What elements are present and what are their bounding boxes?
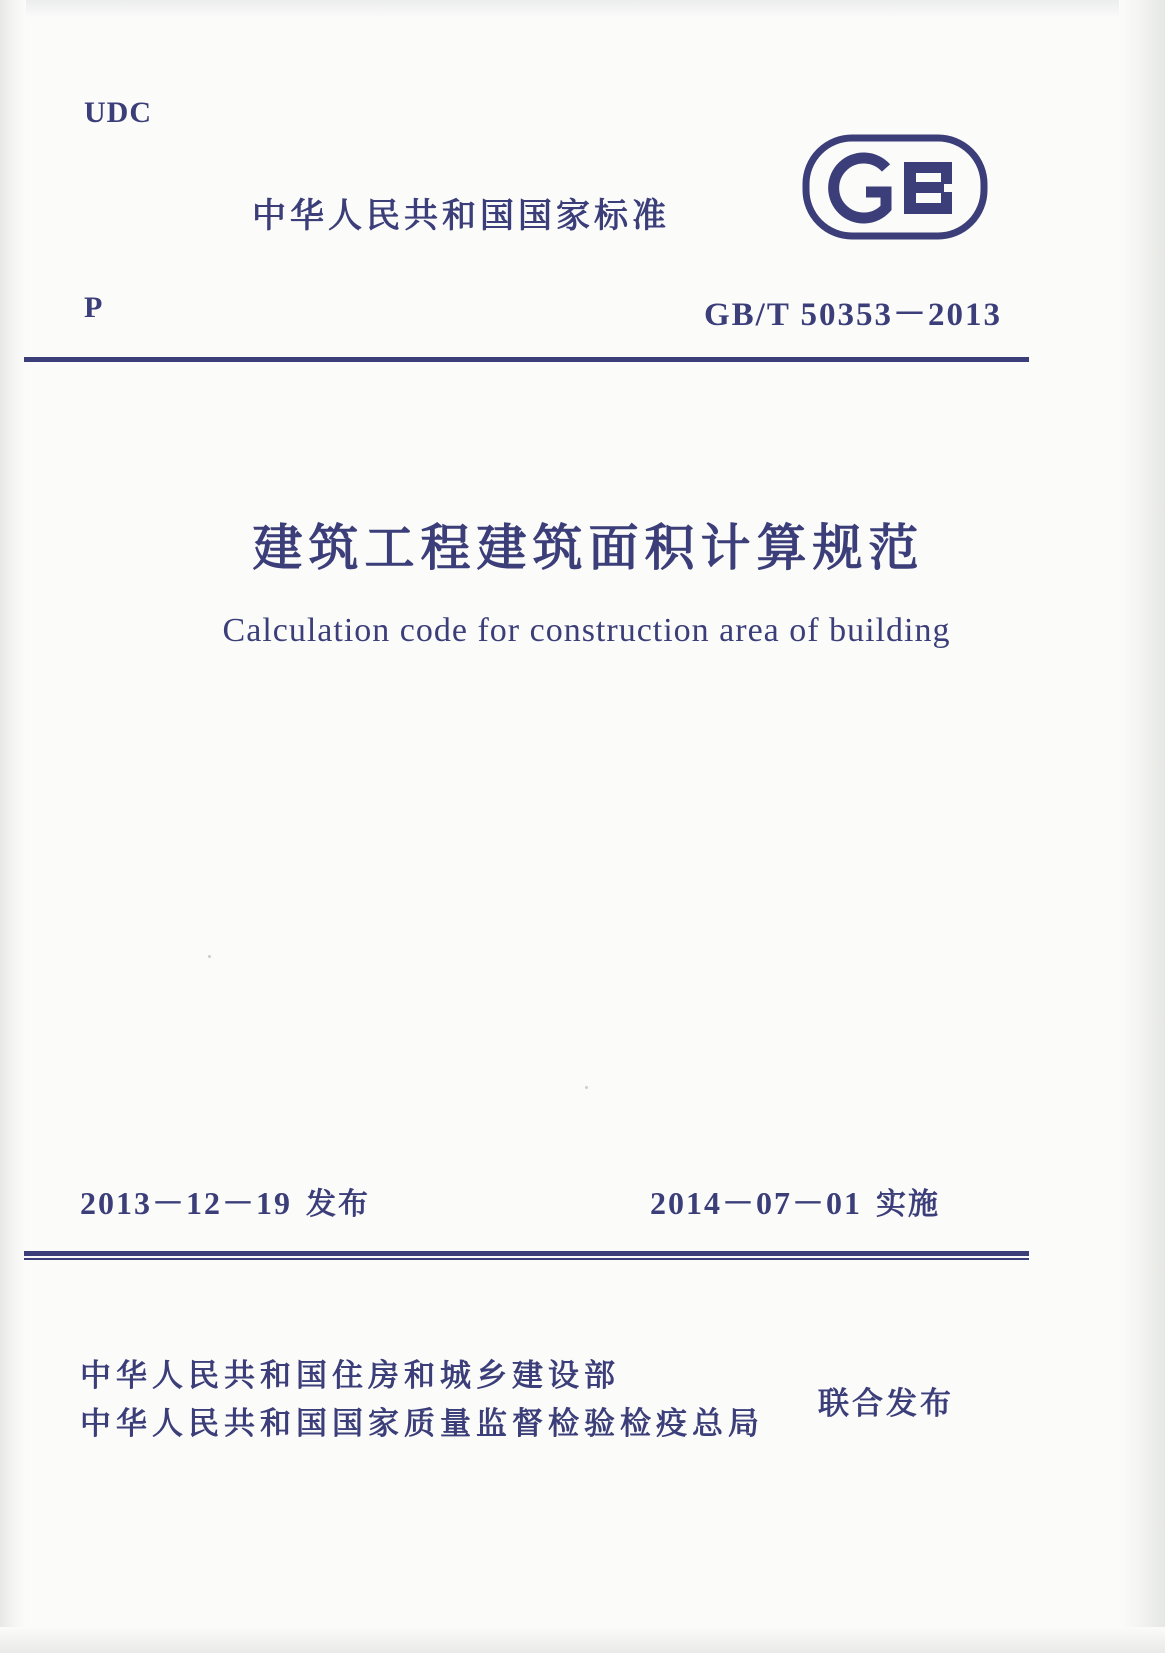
scan-speck: [208, 955, 211, 958]
divider-bottom-thin: [24, 1258, 1029, 1260]
scan-edge-right: [1119, 0, 1165, 1653]
effective-date-block: [650, 1178, 940, 1224]
divider-bottom-thick: [24, 1251, 1029, 1256]
effective-date-value: 2014－07－01: [650, 1185, 863, 1221]
standard-number: GB/T 50353－2013: [703, 297, 1002, 333]
issue-date-value: 2013－12－19: [80, 1185, 293, 1221]
issue-date-label: 发布: [306, 1187, 371, 1222]
scan-edge-left: [0, 0, 26, 1653]
publisher-line-2: 中华人民共和国国家质量监督检验检疫总局: [80, 1406, 764, 1442]
joint-issue-label: 联合发布: [818, 1386, 954, 1422]
classification-code-label: P: [84, 291, 103, 324]
scan-speck: [585, 1086, 588, 1089]
page-subtitle-english: Calculation code for construction area of building: [222, 612, 951, 649]
national-standard-heading: 中华人民共和国国家标准: [252, 196, 670, 236]
issue-date-block: [80, 1178, 370, 1224]
publisher-block: [80, 1352, 764, 1448]
udc-label: UDC: [84, 96, 152, 129]
scan-edge-top: [0, 0, 1165, 18]
gb-logo-icon: [800, 132, 990, 242]
page-title: 建筑工程建筑面积计算规范: [252, 519, 925, 577]
publisher-line-1: 中华人民共和国住房和城乡建设部: [80, 1358, 620, 1394]
scan-edge-bottom: [0, 1627, 1165, 1653]
effective-date-label: 实施: [876, 1187, 941, 1222]
divider-top: [24, 357, 1029, 362]
